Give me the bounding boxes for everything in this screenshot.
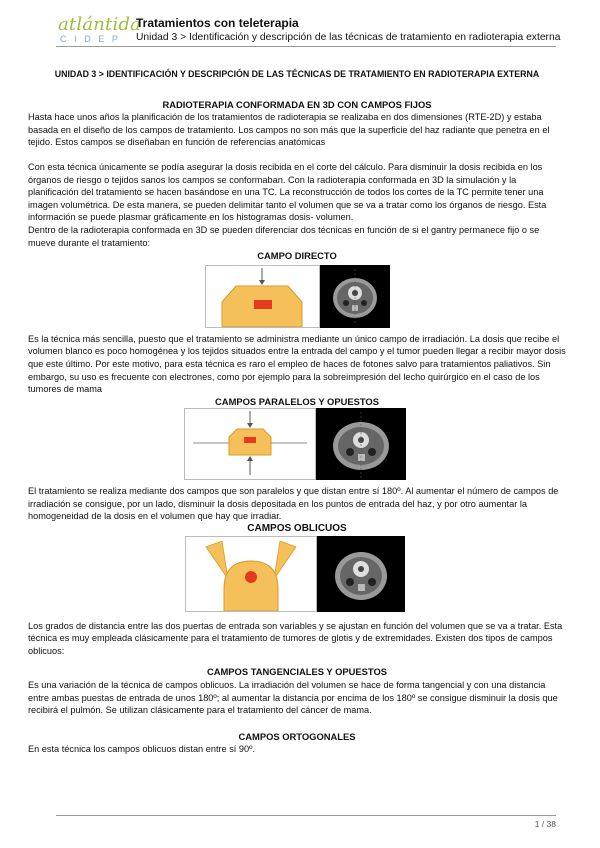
paragraph-intro: Hasta hace unos años la planificación de los tratamientos de radioterapia se realizaba en dos dimensiones (RTE-2D) y estaba basada en el diseño de los campos de tratamiento. Los campos no son más que la superficie del haz radiante que penetra en el tejido. Estos campos se diseñaban en función de referencias anatómicas bbox=[28, 112, 550, 148]
logo-subtext: CIDEP bbox=[60, 34, 126, 44]
breadcrumb: Unidad 3 > Identificación y descripción de las técnicas de tratamiento en radioterapia externa bbox=[136, 32, 561, 43]
diagram-campos-oblicuos bbox=[185, 536, 317, 612]
heading-campos-oblicuos: CAMPOS OBLICUOS bbox=[247, 523, 347, 535]
paragraph-campos-ortogonales: En esta técnica los campos oblicuos distan entre sí 90º. bbox=[28, 744, 256, 755]
tumor-mark bbox=[244, 437, 256, 443]
tumor-mark bbox=[245, 571, 257, 583]
header-divider bbox=[56, 46, 556, 47]
ct-image-oblicuos bbox=[317, 536, 405, 612]
logo-wordmark: atlántida bbox=[58, 14, 142, 35]
page-number: 1 / 38 bbox=[534, 819, 556, 829]
figure-campo-directo bbox=[28, 265, 566, 328]
footer-divider bbox=[56, 815, 556, 816]
section-heading-3d: RADIOTERAPIA CONFORMADA EN 3D CON CAMPOS FIJOS bbox=[162, 98, 432, 110]
patient-body-shape bbox=[224, 561, 278, 611]
beam-arrow-head bbox=[259, 280, 265, 285]
heading-campos-paralelos: CAMPOS PARALELOS Y OPUESTOS bbox=[215, 395, 379, 407]
beam-wedge-right bbox=[274, 541, 296, 579]
ct-image-directo bbox=[320, 265, 390, 328]
paragraph-gantry: Dentro de la radioterapia conformada en 3D se pueden diferenciar dos técnicas en función de si el gantry permanece fijo o se mueve durante el tratamiento: bbox=[28, 224, 540, 248]
paragraph-campo-directo: Es la técnica más sencilla, puesto que el tratamiento se administra mediante un único campo de irradiación. La dosis que recibe el volumen blanco es poco homogénea y los tejidos situados entre la entrada del campo y el tumor pueden llegar a recibir mayor dosis que este último. Por este motivo, para esta técnica es raro el empleo de haces de fotones salvo para tratamientos paliativos. Sin embargo, su uso es frecuente con electrones, como por ejemplo para la sobreimpresión del lecho quirúrgico en el caso de los tumores de mama bbox=[28, 333, 566, 395]
heading-campos-tangenciales: CAMPOS TANGENCIALES Y OPUESTOS bbox=[206, 666, 388, 678]
figure-campos-paralelos bbox=[24, 408, 566, 480]
paragraph-campos-tangenciales: Es una variación de la técnica de campos oblicuos. La irradiación del volumen se hace de forma tangencial y con una distancia entre ambas puestas de entrada de unos 180º; al aumentar la distancia por encima de los 180º se consigue disminuir la dosis que recibirá el pulmón. Se utilizan clásicamente para el tratamiento del cáncer de mama. bbox=[28, 680, 558, 716]
heading-campo-directo: CAMPO DIRECTO bbox=[257, 250, 337, 262]
heading-campos-ortogonales: CAMPOS ORTOGONALES bbox=[238, 730, 356, 742]
figure-campos-oblicuos bbox=[24, 536, 566, 612]
document-body bbox=[28, 62, 566, 756]
diagram-campos-paralelos bbox=[184, 408, 316, 480]
unit-title: UNIDAD 3 > IDENTIFICACIÓN Y DESCRIPCIÓN DE LAS TÉCNICAS DE TRATAMIENTO EN RADIOTERAPIA EXTERNA bbox=[54, 69, 540, 79]
page-header bbox=[56, 14, 561, 48]
paragraph-campos-paralelos: El tratamiento se realiza mediante dos campos que son paralelos y que distan entre sí 180º. Al aumentar el número de campos de irradiación se consigue, por un lado, disminuir la dosis depositada en los puntos de entrada del haz, y por otro aumentar la homogeneidad de la dosis en el volumen que hay que irradiar. bbox=[28, 486, 559, 522]
course-title: Tratamientos con teleterapia bbox=[136, 16, 299, 30]
ct-image-paralelos bbox=[316, 408, 406, 480]
paragraph-campos-oblicuos: Los grados de distancia entre las dos puertas de entrada son variables y se ajustan en función del volumen que se va a tratar. Esta técnica es muy empleada clásicamente para el tratamiento de tumores de glotis y de extremidades. Existen dos tipos de campos oblicuos: bbox=[28, 620, 563, 656]
paragraph-3d: Con esta técnica únicamente se podía asegurar la dosis recibida en el corte del cálculo. Para disminuir la dosis recibida en los órganos de riesgo o tejidos sanos los campos se conformaban. Con la radioterapia conformada en 3D la simulación y la planificación del tratamiento se hacen basándose en una TC. La reconstrucción de todos los cortes de la TC permite tener una imagen volumétrica. De esta manera, se pueden delimitar tanto el volumen que se va a tratar como los órganos de riesgo. Esta información se puede plasmar gráficamente en los histogramas dosis- volumen. bbox=[28, 161, 547, 223]
atlantida-cidep-logo bbox=[56, 14, 142, 44]
diagram-campo-directo bbox=[205, 265, 320, 328]
beam-wedge-left bbox=[206, 541, 228, 579]
tumor-mark bbox=[254, 300, 272, 309]
